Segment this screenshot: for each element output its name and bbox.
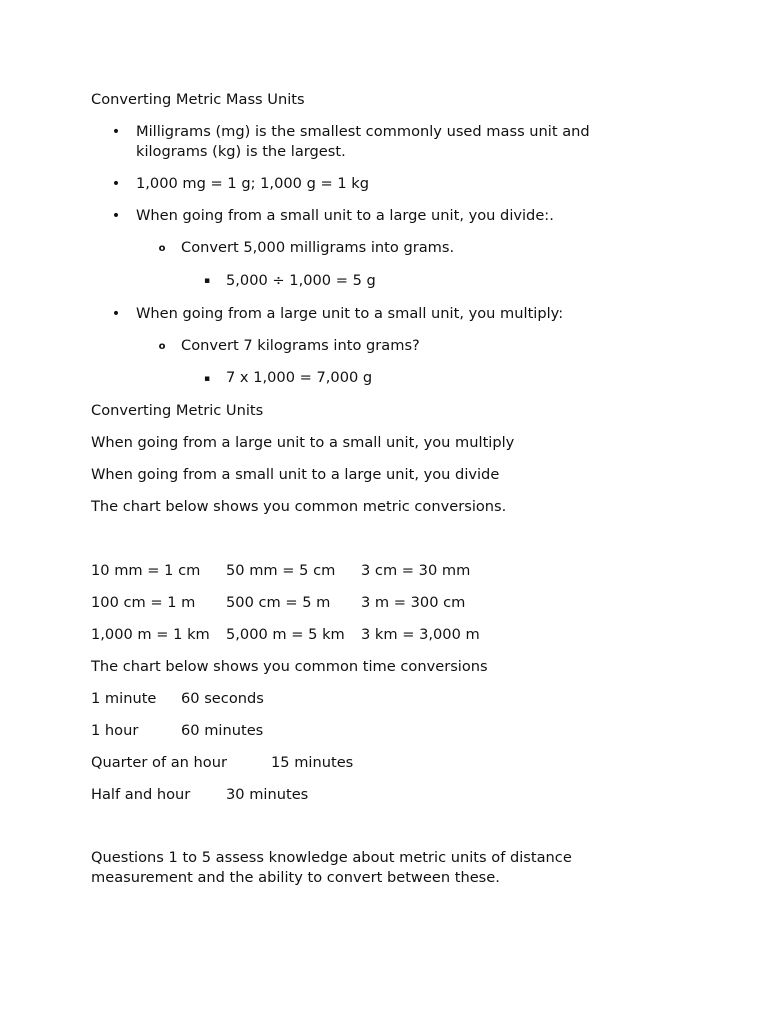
table-cell: Half and hour (91, 786, 191, 803)
table-cell: 60 minutes (181, 722, 264, 739)
table-cell: 1 minute (91, 690, 157, 707)
table-cell: 10 mm = 1 cm (91, 562, 201, 579)
table-cell: 500 cm = 5 m (226, 594, 331, 611)
paragraph-metric-chart-intro: The chart below shows you common metric conversions. (91, 498, 507, 515)
table-cell: 3 m = 300 cm (361, 594, 466, 611)
paragraph-questions: Questions 1 to 5 assess knowledge about metric units of distance measurement and the ability to convert between these. (91, 849, 572, 886)
paragraph-divide: When going from a small unit to a large unit, you divide (91, 466, 500, 483)
table-cell: 30 minutes (226, 786, 309, 803)
table-cell: 60 seconds (181, 690, 264, 707)
bullet-square-icon: ▪ (203, 374, 211, 384)
bullet-circle-icon: o (158, 243, 166, 254)
section-heading-mass-units: Converting Metric Mass Units (91, 91, 305, 108)
table-cell: 5,000 m = 5 km (226, 626, 345, 643)
bullet-circle-icon: o (158, 341, 166, 352)
bullet-dot-icon: • (111, 306, 121, 322)
list-item-multiply-rule: When going from a large unit to a small unit, you multiply: (136, 305, 564, 322)
table-cell: 3 cm = 30 mm (361, 562, 471, 579)
bullet-dot-icon: • (111, 208, 121, 224)
list-item-equivalents: 1,000 mg = 1 g; 1,000 g = 1 kg (136, 175, 369, 192)
list-item-divide-rule: When going from a small unit to a large unit, you divide:. (136, 207, 554, 224)
bullet-dot-icon: • (111, 124, 121, 140)
list-subsubitem-divide-calc: 5,000 ÷ 1,000 = 5 g (226, 272, 376, 289)
list-subitem-divide-example: Convert 5,000 milligrams into grams. (181, 239, 455, 256)
table-cell: 100 cm = 1 m (91, 594, 196, 611)
paragraph-multiply: When going from a large unit to a small unit, you multiply (91, 434, 515, 451)
table-cell: 1 hour (91, 722, 139, 739)
table-cell: 1,000 m = 1 km (91, 626, 210, 643)
paragraph-time-chart-intro: The chart below shows you common time conversions (91, 658, 488, 675)
section-heading-metric-units: Converting Metric Units (91, 402, 264, 419)
list-subitem-multiply-example: Convert 7 kilograms into grams? (181, 337, 420, 354)
list-item-mass-units: Milligrams (mg) is the smallest commonly used mass unit and kilograms (kg) is the largest. (136, 123, 590, 160)
table-cell: Quarter of an hour (91, 754, 227, 771)
table-cell: 3 km = 3,000 m (361, 626, 480, 643)
bullet-dot-icon: • (111, 176, 121, 192)
table-cell: 50 mm = 5 cm (226, 562, 336, 579)
table-cell: 15 minutes (271, 754, 354, 771)
list-subsubitem-multiply-calc: 7 x 1,000 = 7,000 g (226, 369, 373, 386)
bullet-square-icon: ▪ (203, 276, 211, 286)
